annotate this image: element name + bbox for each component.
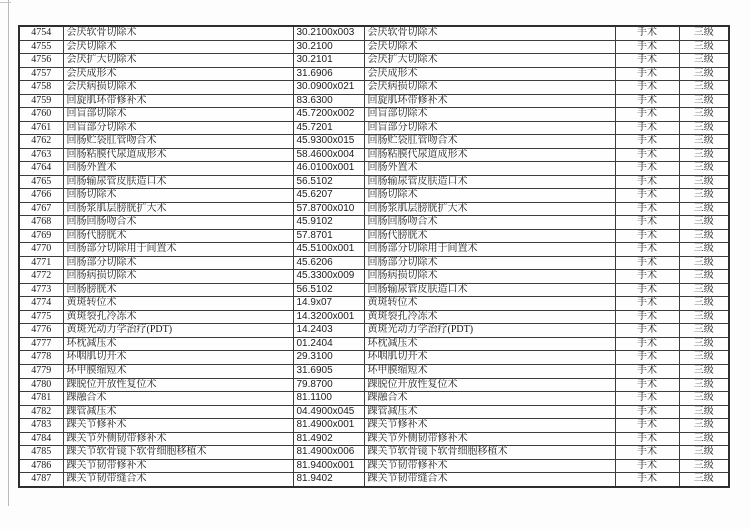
procedure-name-cell: 回肠代膀胱术 (63, 229, 293, 243)
category-cell: 手术 (615, 337, 679, 351)
table-row (19, 135, 729, 149)
level-cell: 三级 (679, 202, 729, 216)
procedure-name-cell: 会厌扩大切除术 (63, 54, 293, 68)
level-cell: 三级 (679, 364, 729, 378)
row-number-cell: 4773 (19, 283, 63, 297)
row-number-cell: 4786 (19, 459, 63, 473)
procedure-code-cell: 30.2101 (293, 54, 364, 68)
standard-name-cell: 回肠病损切除术 (364, 270, 615, 284)
level-cell: 三级 (679, 324, 729, 338)
row-number-cell: 4761 (19, 121, 63, 135)
procedure-code-cell: 81.1100 (293, 392, 364, 406)
procedure-code-cell: 45.6206 (293, 256, 364, 270)
procedure-name-cell: 环咽肌切开术 (63, 351, 293, 365)
row-number-cell: 4779 (19, 364, 63, 378)
level-cell: 三级 (679, 432, 729, 446)
category-cell: 手术 (615, 135, 679, 149)
procedure-name-cell: 回肠部分切除术 (63, 256, 293, 270)
procedure-code-cell: 14.9x07 (293, 297, 364, 311)
category-cell: 手术 (615, 446, 679, 460)
table-row (19, 229, 729, 243)
level-cell: 三级 (679, 351, 729, 365)
procedure-code-cell: 30.2100 (293, 40, 364, 54)
procedure-code-cell: 45.9102 (293, 216, 364, 230)
standard-name-cell: 回肠代膀胱术 (364, 229, 615, 243)
standard-name-cell: 回肠部分切除术 (364, 256, 615, 270)
standard-name-cell: 会厌成形术 (364, 67, 615, 81)
level-cell: 三级 (679, 392, 729, 406)
level-cell: 三级 (679, 54, 729, 68)
table-row (19, 405, 729, 419)
row-number-cell: 4767 (19, 202, 63, 216)
table-row (19, 121, 729, 135)
procedure-name-cell: 回肠浆肌层膀胱扩大术 (63, 202, 293, 216)
page-edge-tick (0, 2, 11, 3)
category-cell: 手术 (615, 54, 679, 68)
procedure-code-cell: 14.2403 (293, 324, 364, 338)
procedure-name-cell: 回肠膀胱术 (63, 283, 293, 297)
level-cell: 三级 (679, 175, 729, 189)
standard-name-cell: 回肠粘膜代尿道成形术 (364, 148, 615, 162)
procedure-name-cell: 踝融合术 (63, 392, 293, 406)
page-edge-line (8, 0, 9, 506)
procedure-code-cell: 45.7201 (293, 121, 364, 135)
category-cell: 手术 (615, 121, 679, 135)
standard-name-cell: 黄斑光动力学治疗(PDT) (364, 324, 615, 338)
row-number-cell: 4777 (19, 337, 63, 351)
procedure-name-cell: 黄斑裂孔冷冻术 (63, 310, 293, 324)
category-cell: 手术 (615, 108, 679, 122)
level-cell: 三级 (679, 310, 729, 324)
level-cell: 三级 (679, 419, 729, 433)
row-number-cell: 4781 (19, 392, 63, 406)
procedure-code-cell: 45.5100x001 (293, 243, 364, 257)
category-cell: 手术 (615, 405, 679, 419)
level-cell: 三级 (679, 270, 729, 284)
row-number-cell: 4771 (19, 256, 63, 270)
procedure-name-cell: 环枕减压术 (63, 337, 293, 351)
procedure-code-cell: 81.9402 (293, 473, 364, 487)
row-number-cell: 4763 (19, 148, 63, 162)
category-cell: 手术 (615, 270, 679, 284)
category-cell: 手术 (615, 364, 679, 378)
category-cell: 手术 (615, 94, 679, 108)
table-row (19, 26, 729, 40)
table-row (19, 256, 729, 270)
category-cell: 手术 (615, 162, 679, 176)
category-cell: 手术 (615, 419, 679, 433)
level-cell: 三级 (679, 135, 729, 149)
table-row (19, 54, 729, 68)
procedure-code-cell: 31.6905 (293, 364, 364, 378)
standard-name-cell: 踝管减压术 (364, 405, 615, 419)
level-cell: 三级 (679, 405, 729, 419)
category-cell: 手术 (615, 283, 679, 297)
procedure-code-cell: 79.8700 (293, 378, 364, 392)
table-row (19, 324, 729, 338)
procedure-name-cell: 回旋肌环带修补术 (63, 94, 293, 108)
row-number-cell: 4770 (19, 243, 63, 257)
table-row (19, 108, 729, 122)
procedure-name-cell: 回肠切除术 (63, 189, 293, 203)
category-cell: 手术 (615, 256, 679, 270)
procedure-name-cell: 回肠病损切除术 (63, 270, 293, 284)
level-cell: 三级 (679, 283, 729, 297)
category-cell: 手术 (615, 473, 679, 487)
row-number-cell: 4754 (19, 26, 63, 40)
row-number-cell: 4778 (19, 351, 63, 365)
table-body (19, 26, 729, 487)
row-number-cell: 4787 (19, 473, 63, 487)
category-cell: 手术 (615, 243, 679, 257)
row-number-cell: 4759 (19, 94, 63, 108)
level-cell: 三级 (679, 243, 729, 257)
level-cell: 三级 (679, 378, 729, 392)
category-cell: 手术 (615, 81, 679, 95)
procedure-code-cell: 45.7200x002 (293, 108, 364, 122)
procedure-name-cell: 会厌病损切除术 (63, 81, 293, 95)
category-cell: 手术 (615, 189, 679, 203)
procedure-name-cell: 踝脱位开放性复位术 (63, 378, 293, 392)
level-cell: 三级 (679, 473, 729, 487)
table-row (19, 446, 729, 460)
procedure-code-cell: 83.6300 (293, 94, 364, 108)
procedure-code-cell: 81.4902 (293, 432, 364, 446)
procedure-code-cell: 56.5102 (293, 175, 364, 189)
row-number-cell: 4783 (19, 419, 63, 433)
row-number-cell: 4768 (19, 216, 63, 230)
procedure-name-cell: 踝管减压术 (63, 405, 293, 419)
procedure-code-cell: 81.4900x001 (293, 419, 364, 433)
standard-name-cell: 回肠浆肌层膀胱扩大术 (364, 202, 615, 216)
level-cell: 三级 (679, 189, 729, 203)
row-number-cell: 4784 (19, 432, 63, 446)
procedure-code-cell: 45.6207 (293, 189, 364, 203)
row-number-cell: 4765 (19, 175, 63, 189)
standard-name-cell: 回肠输尿管皮肤造口术 (364, 175, 615, 189)
procedure-name-cell: 回肠输尿管皮肤造口术 (63, 175, 293, 189)
procedure-name-cell: 会厌切除术 (63, 40, 293, 54)
procedure-code-cell: 56.5102 (293, 283, 364, 297)
category-cell: 手术 (615, 26, 679, 40)
procedure-name-cell: 会厌软骨切除术 (63, 26, 293, 40)
standard-name-cell: 环枕减压术 (364, 337, 615, 351)
table-row (19, 202, 729, 216)
procedure-name-cell: 回肠贮袋肛管吻合术 (63, 135, 293, 149)
procedure-name-cell: 回肠外置术 (63, 162, 293, 176)
table-row (19, 283, 729, 297)
level-cell: 三级 (679, 229, 729, 243)
category-cell: 手术 (615, 175, 679, 189)
category-cell: 手术 (615, 297, 679, 311)
procedure-name-cell: 回盲部切除术 (63, 108, 293, 122)
procedure-name-cell: 回肠回肠吻合术 (63, 216, 293, 230)
table-row (19, 216, 729, 230)
table-row (19, 81, 729, 95)
level-cell: 三级 (679, 26, 729, 40)
standard-name-cell: 回肠切除术 (364, 189, 615, 203)
standard-name-cell: 回肠贮袋肛管吻合术 (364, 135, 615, 149)
level-cell: 三级 (679, 40, 729, 54)
procedure-name-cell: 踝关节修补术 (63, 419, 293, 433)
procedure-name-cell: 回肠粘膜代尿道成形术 (63, 148, 293, 162)
level-cell: 三级 (679, 67, 729, 81)
standard-name-cell: 踝融合术 (364, 392, 615, 406)
procedure-code-cell: 04.4900x045 (293, 405, 364, 419)
standard-name-cell: 踝关节外侧韧带修补术 (364, 432, 615, 446)
procedure-code-cell: 45.9300x015 (293, 135, 364, 149)
procedure-name-cell: 踝关节韧带缝合术 (63, 473, 293, 487)
standard-name-cell: 回肠回肠吻合术 (364, 216, 615, 230)
row-number-cell: 4785 (19, 446, 63, 460)
procedure-name-cell: 黄斑转位术 (63, 297, 293, 311)
table-row (19, 392, 729, 406)
category-cell: 手术 (615, 378, 679, 392)
procedure-code-cell: 29.3100 (293, 351, 364, 365)
standard-name-cell: 回盲部分切除术 (364, 121, 615, 135)
row-number-cell: 4776 (19, 324, 63, 338)
standard-name-cell: 黄斑裂孔冷冻术 (364, 310, 615, 324)
table-row (19, 243, 729, 257)
standard-name-cell: 回旋肌环带修补术 (364, 94, 615, 108)
row-number-cell: 4782 (19, 405, 63, 419)
table-row (19, 67, 729, 81)
table-row (19, 351, 729, 365)
table-row (19, 40, 729, 54)
row-number-cell: 4756 (19, 54, 63, 68)
procedure-code-cell: 30.2100x003 (293, 26, 364, 40)
row-number-cell: 4769 (19, 229, 63, 243)
standard-name-cell: 踝关节修补术 (364, 419, 615, 433)
standard-name-cell: 踝关节软骨镜下软骨细胞移植术 (364, 446, 615, 460)
level-cell: 三级 (679, 216, 729, 230)
standard-name-cell: 回肠输尿管皮肤造口术 (364, 283, 615, 297)
level-cell: 三级 (679, 162, 729, 176)
row-number-cell: 4780 (19, 378, 63, 392)
level-cell: 三级 (679, 297, 729, 311)
row-number-cell: 4772 (19, 270, 63, 284)
standard-name-cell: 回盲部切除术 (364, 108, 615, 122)
category-cell: 手术 (615, 202, 679, 216)
procedure-code-cell: 30.0900x021 (293, 81, 364, 95)
table-row (19, 432, 729, 446)
table-row (19, 364, 729, 378)
procedure-code-cell: 45.3300x009 (293, 270, 364, 284)
table-row (19, 419, 729, 433)
procedure-code-cell: 14.3200x001 (293, 310, 364, 324)
table-row (19, 270, 729, 284)
row-number-cell: 4766 (19, 189, 63, 203)
row-number-cell: 4757 (19, 67, 63, 81)
row-number-cell: 4762 (19, 135, 63, 149)
level-cell: 三级 (679, 121, 729, 135)
procedure-name-cell: 环甲膜缩短术 (63, 364, 293, 378)
standard-name-cell: 踝关节韧带修补术 (364, 459, 615, 473)
table-row (19, 94, 729, 108)
standard-name-cell: 会厌软骨切除术 (364, 26, 615, 40)
level-cell: 三级 (679, 81, 729, 95)
procedure-name-cell: 回肠部分切除用于间置术 (63, 243, 293, 257)
standard-name-cell: 会厌病损切除术 (364, 81, 615, 95)
level-cell: 三级 (679, 256, 729, 270)
procedure-name-cell: 踝关节软骨镜下软骨细胞移植术 (63, 446, 293, 460)
standard-name-cell: 踝关节韧带缝合术 (364, 473, 615, 487)
table-row (19, 189, 729, 203)
procedure-code-cell: 31.6906 (293, 67, 364, 81)
standard-name-cell: 环咽肌切开术 (364, 351, 615, 365)
category-cell: 手术 (615, 324, 679, 338)
category-cell: 手术 (615, 310, 679, 324)
row-number-cell: 4758 (19, 81, 63, 95)
row-number-cell: 4760 (19, 108, 63, 122)
level-cell: 三级 (679, 94, 729, 108)
procedure-code-cell: 01.2404 (293, 337, 364, 351)
category-cell: 手术 (615, 392, 679, 406)
table-row (19, 337, 729, 351)
category-cell: 手术 (615, 216, 679, 230)
table-row (19, 473, 729, 487)
procedure-code-cell: 81.9400x001 (293, 459, 364, 473)
level-cell: 三级 (679, 337, 729, 351)
procedure-code-cell: 46.0100x001 (293, 162, 364, 176)
table-row (19, 148, 729, 162)
procedure-name-cell: 会厌成形术 (63, 67, 293, 81)
level-cell: 三级 (679, 446, 729, 460)
row-number-cell: 4764 (19, 162, 63, 176)
category-cell: 手术 (615, 432, 679, 446)
standard-name-cell: 会厌扩大切除术 (364, 54, 615, 68)
category-cell: 手术 (615, 148, 679, 162)
procedure-name-cell: 黄斑光动力学治疗(PDT) (63, 324, 293, 338)
row-number-cell: 4774 (19, 297, 63, 311)
procedure-code-cell: 81.4900x006 (293, 446, 364, 460)
category-cell: 手术 (615, 229, 679, 243)
standard-name-cell: 回肠部分切除用于间置术 (364, 243, 615, 257)
standard-name-cell: 环甲膜缩短术 (364, 364, 615, 378)
table-row (19, 459, 729, 473)
table-row (19, 175, 729, 189)
category-cell: 手术 (615, 67, 679, 81)
standard-name-cell: 黄斑转位术 (364, 297, 615, 311)
standard-name-cell: 回肠外置术 (364, 162, 615, 176)
procedure-code-cell: 57.8701 (293, 229, 364, 243)
table-row (19, 162, 729, 176)
table-row (19, 310, 729, 324)
procedure-name-cell: 踝关节外侧韧带修补术 (63, 432, 293, 446)
category-cell: 手术 (615, 459, 679, 473)
procedure-grading-table (18, 25, 730, 488)
row-number-cell: 4775 (19, 310, 63, 324)
table-row (19, 297, 729, 311)
row-number-cell: 4755 (19, 40, 63, 54)
level-cell: 三级 (679, 108, 729, 122)
procedure-code-cell: 58.4600x004 (293, 148, 364, 162)
procedure-name-cell: 踝关节韧带修补术 (63, 459, 293, 473)
procedure-name-cell: 回盲部分切除术 (63, 121, 293, 135)
standard-name-cell: 踝脱位开放性复位术 (364, 378, 615, 392)
standard-name-cell: 会厌切除术 (364, 40, 615, 54)
level-cell: 三级 (679, 459, 729, 473)
level-cell: 三级 (679, 148, 729, 162)
table-row (19, 378, 729, 392)
category-cell: 手术 (615, 40, 679, 54)
category-cell: 手术 (615, 351, 679, 365)
procedure-code-cell: 57.8700x010 (293, 202, 364, 216)
